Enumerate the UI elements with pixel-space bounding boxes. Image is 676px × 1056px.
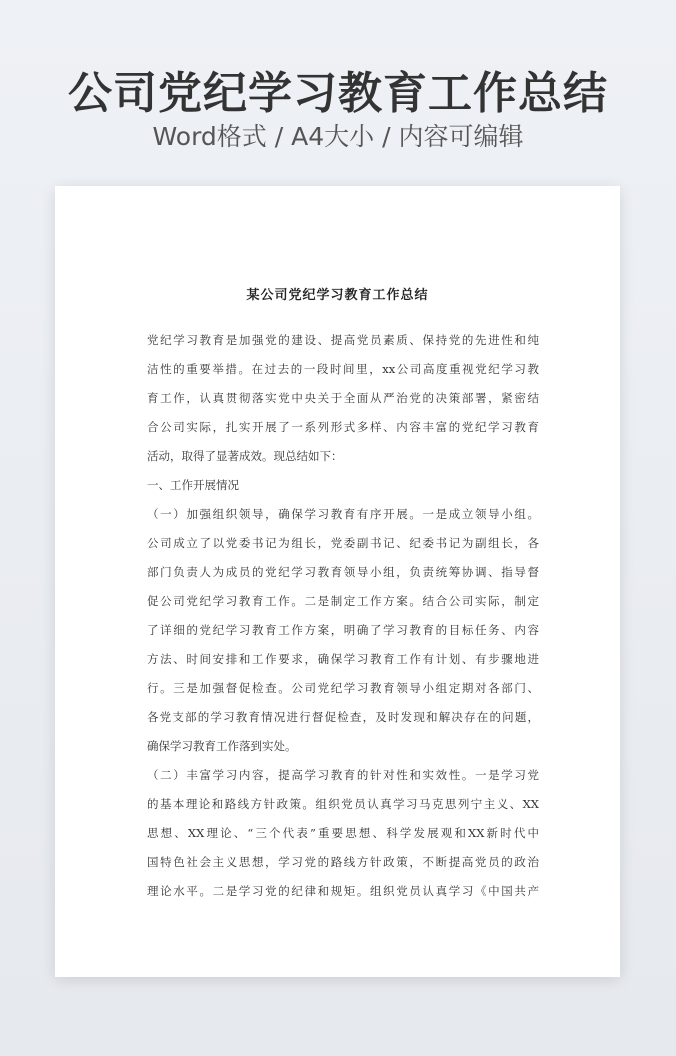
document-title: 某公司党纪学习教育工作总结 — [246, 288, 429, 303]
banner-title: 公司党纪学习教育工作总结 — [68, 68, 608, 119]
document-line: （一）加强组织领导，确保学习教育有序开展。一是成立领导小组。 — [147, 507, 539, 521]
document-line: 合公司实际，扎实开展了一系列形式多样、内容丰富的党纪学习教育 — [147, 420, 539, 434]
document-line: 了详细的党纪学习教育工作方案，明确了学习教育的目标任务、内容 — [147, 623, 539, 637]
document-line: 思想、XX理论、“三个代表”重要思想、科学发展观和XX新时代中 — [147, 826, 539, 840]
document-line: 活动，取得了显著成效。现总结如下： — [147, 449, 343, 463]
document-line: 确保学习教育工作落到实处。 — [147, 739, 297, 753]
document-line: 行。三是加强督促检查。公司党纪学习教育领导小组定期对各部门、 — [147, 681, 539, 695]
document-line: 国特色社会主义思想，学习党的路线方针政策，不断提高党员的政治 — [147, 855, 539, 869]
document-body — [147, 326, 539, 906]
document-page — [55, 186, 620, 977]
document-line: 一、工作开展情况 — [147, 478, 239, 492]
document-line: 各党支部的学习教育情况进行督促检查，及时发现和解决存在的问题， — [147, 710, 539, 724]
document-line: 理论水平。二是学习党的纪律和规矩。组织党员认真学习《中国共产 — [147, 884, 539, 898]
document-line: （二）丰富学习内容，提高学习教育的针对性和实效性。一是学习党 — [147, 768, 539, 782]
document-line: 促公司党纪学习教育工作。二是制定工作方案。结合公司实际，制定 — [147, 594, 539, 608]
banner-subtitle: Word格式 / A4大小 / 内容可编辑 — [152, 122, 524, 151]
document-line: 方法、时间安排和工作要求，确保学习教育工作有计划、有步骤地进 — [147, 652, 539, 666]
document-line: 育工作，认真贯彻落实党中央关于全面从严治党的决策部署，紧密结 — [147, 391, 539, 405]
document-line: 部门负责人为成员的党纪学习教育领导小组，负责统筹协调、指导督 — [147, 565, 539, 579]
document-line: 的基本理论和路线方针政策。组织党员认真学习马克思列宁主义、XX — [147, 797, 539, 811]
document-line: 党纪学习教育是加强党的建设、提高党员素质、保持党的先进性和纯 — [147, 333, 539, 347]
document-line: 洁性的重要举措。在过去的一段时间里，xx公司高度重视党纪学习教 — [147, 362, 539, 376]
document-line: 公司成立了以党委书记为组长，党委副书记、纪委书记为副组长，各 — [147, 536, 539, 550]
